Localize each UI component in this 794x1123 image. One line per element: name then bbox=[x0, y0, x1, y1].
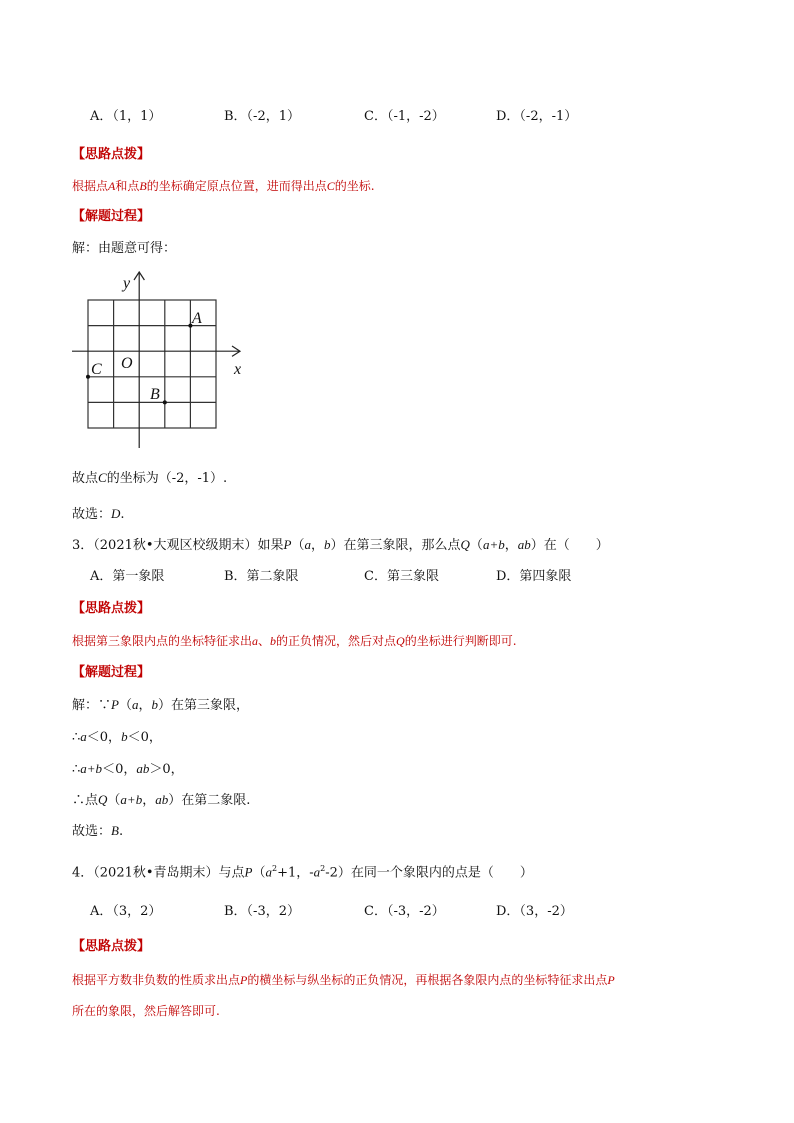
q4-option-a: A．（3，2） bbox=[90, 904, 162, 919]
q3-option-b: B．第二象限 bbox=[224, 569, 299, 584]
point-b-label: B bbox=[150, 386, 160, 403]
q3-option-c: C．第三象限 bbox=[364, 569, 439, 584]
q2-conclusion: 故点C的坐标为（-2，-1）. bbox=[72, 470, 228, 486]
q3-answer: 故选：B. bbox=[72, 823, 124, 839]
q3-solution-heading: 【解题过程】 bbox=[72, 665, 151, 680]
q2-hint-text: 根据点A和点B的坐标确定原点位置，进而得出点C的坐标. bbox=[72, 179, 375, 193]
q4-option-b: B．（-3，2） bbox=[224, 904, 300, 919]
q2-solution-intro: 解：由题意可得： bbox=[72, 241, 177, 256]
coordinate-grid-figure bbox=[68, 268, 258, 450]
q4-hint-heading: 【思路点拨】 bbox=[72, 939, 151, 954]
q3-stem: 3．（2021秋•大观区校级期末）如果P（a，b）在第三象限，那么点Q（a+b，ab）在（ ） bbox=[72, 537, 609, 553]
q3-option-d: D．第四象限 bbox=[496, 569, 572, 584]
point-b bbox=[163, 400, 167, 404]
q2-option-b: B．（-2，1） bbox=[224, 109, 300, 124]
q3-option-a: A．第一象限 bbox=[90, 569, 165, 584]
x-axis-label: x bbox=[234, 361, 242, 378]
q4-option-c: C．（-3，-2） bbox=[364, 904, 445, 919]
q4-stem: 4．（2021秋•青岛期末）与点$P(a^2+1$，$-a^2-2$）在同一个象限内的点是（ ） bbox=[72, 864, 533, 881]
q3-hint-text: 根据第三象限内点的坐标特征求出a、b的正负情况，然后对点Q的坐标进行判断即可. bbox=[72, 634, 517, 648]
q3-step-3: ∴a+b＜0，ab＞0， bbox=[72, 761, 184, 777]
q4-hint-line-1: 根据平方数非负数的性质求出点P的横坐标与纵坐标的正负情况，再根据各象限内点的坐标特征求出点P bbox=[72, 973, 615, 987]
q4-option-d: D．（3，-2） bbox=[496, 904, 573, 919]
q3-step-2: ∴a＜0，b＜0， bbox=[72, 729, 162, 745]
point-c bbox=[86, 375, 90, 379]
point-a-label: A bbox=[192, 310, 202, 327]
q2-answer: 故选：D. bbox=[72, 506, 125, 522]
y-axis-label: y bbox=[123, 275, 131, 292]
point-c-label: C bbox=[91, 361, 102, 378]
q2-option-c: C．（-1，-2） bbox=[364, 109, 445, 124]
q3-step-4: ∴点Q（a+b，ab）在第二象限. bbox=[72, 792, 251, 808]
q3-hint-heading: 【思路点拨】 bbox=[72, 601, 151, 616]
q2-hint-heading: 【思路点拨】 bbox=[72, 147, 151, 162]
origin-label: O bbox=[121, 355, 133, 372]
q2-solution-heading: 【解题过程】 bbox=[72, 209, 151, 224]
q4-hint-line-2: 所在的象限，然后解答即可. bbox=[72, 1004, 220, 1018]
q3-step-1: 解：∵P（a，b）在第三象限， bbox=[72, 697, 250, 713]
q2-option-a: A．（1，1） bbox=[90, 109, 162, 124]
q2-option-d: D．（-2，-1） bbox=[496, 109, 578, 124]
